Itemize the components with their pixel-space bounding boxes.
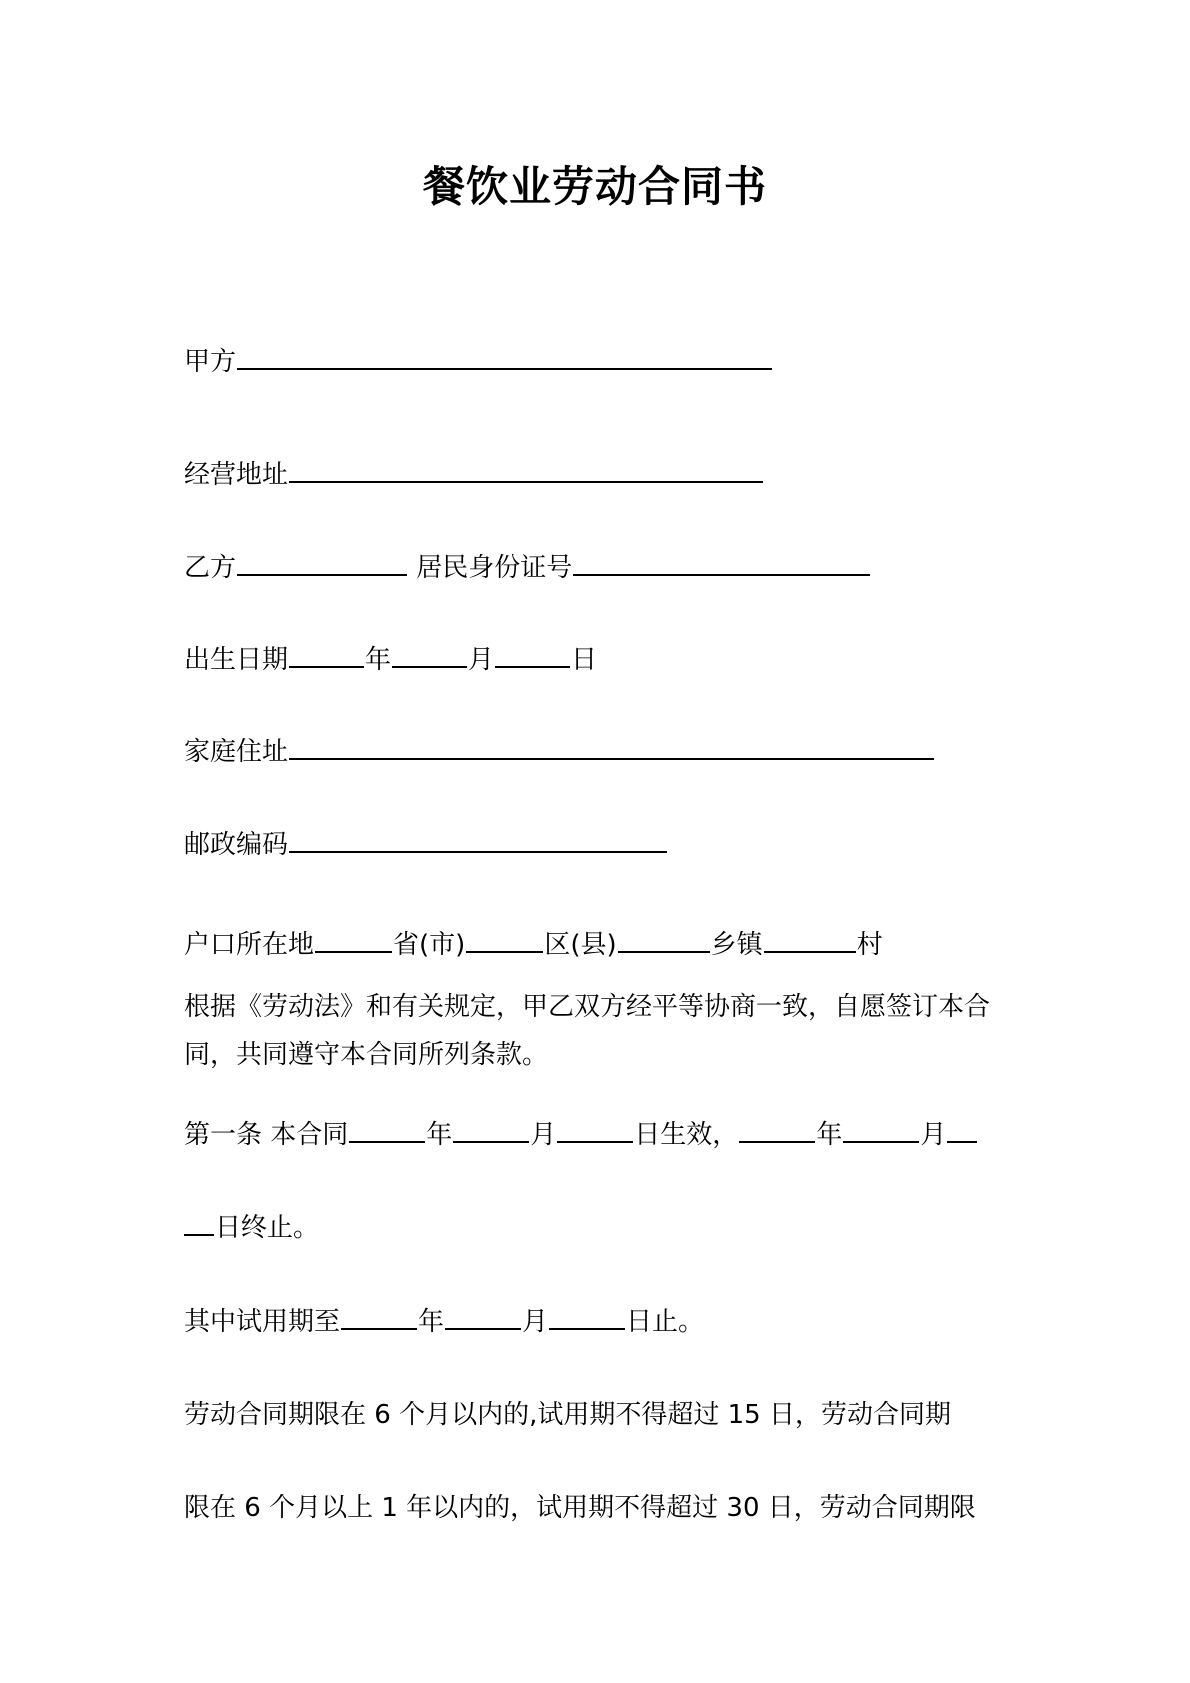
probation-rule-line-2: 限在 6 个月以上 1 年以内的，试用期不得超过 30 日，劳动合同期限 [184,1493,976,1523]
district-blank[interactable] [466,926,543,953]
probation-year-blank[interactable] [341,1303,417,1330]
party-a-line [184,343,773,379]
end-day-blank-part-2[interactable] [184,1209,214,1236]
article-one-continuation [184,1209,319,1245]
postal-code-blank[interactable] [289,826,667,853]
household-registration-line [184,926,883,962]
day-unit: 日 [571,645,598,675]
home-address-label: 家庭住址 [184,737,289,767]
document-title: 餐饮业劳动合同书 [422,162,767,211]
id-number-label: 居民身份证号 [416,553,573,583]
party-a-label: 甲方 [184,347,237,377]
household-label: 户口所在地 [184,930,315,960]
year-unit: 年 [365,645,392,675]
birth-year-blank[interactable] [289,641,364,668]
home-address-line [184,733,935,769]
start-month-unit: 月 [530,1120,557,1150]
party-b-blank[interactable] [237,549,407,576]
month-unit: 月 [468,645,495,675]
birth-date-line [184,641,597,677]
probation-month-unit: 月 [522,1307,549,1337]
district-unit: 区(县) [544,930,617,960]
start-month-blank[interactable] [453,1116,529,1143]
start-year-blank[interactable] [349,1116,425,1143]
birth-date-label: 出生日期 [184,645,289,675]
probation-line [184,1303,704,1339]
birth-month-blank[interactable] [392,641,467,668]
birth-day-blank[interactable] [495,641,570,668]
township-unit: 乡镇 [710,930,763,960]
business-address-label: 经营地址 [184,460,289,490]
party-b-label: 乙方 [184,553,237,583]
postal-code-label: 邮政编码 [184,830,289,860]
id-number-blank[interactable] [573,549,870,576]
intro-paragraph: 根据《劳动法》和有关规定，甲乙双方经平等协商一致，自愿签订本合同，共同遵守本合同所列条款。 [184,992,991,1070]
township-blank[interactable] [618,926,710,953]
village-blank[interactable] [764,926,856,953]
party-a-blank[interactable] [237,343,772,370]
business-address-blank[interactable] [289,456,763,483]
end-month-unit: 月 [920,1120,947,1150]
probation-suffix: 日止。 [626,1307,705,1337]
end-year-blank[interactable] [739,1116,815,1143]
effective-suffix: 日生效， [634,1120,739,1150]
home-address-blank[interactable] [289,733,934,760]
probation-rule-line-1: 劳动合同期限在 6 个月以内的,试用期不得超过 15 日，劳动合同期 [184,1400,951,1430]
province-blank[interactable] [315,926,392,953]
start-year-unit: 年 [426,1120,453,1150]
probation-month-blank[interactable] [445,1303,521,1330]
probation-day-blank[interactable] [549,1303,625,1330]
end-year-unit: 年 [816,1120,843,1150]
article-one-line [184,1116,978,1152]
business-address-line [184,456,764,492]
probation-year-unit: 年 [418,1307,445,1337]
start-day-blank[interactable] [557,1116,633,1143]
end-month-blank[interactable] [843,1116,919,1143]
termination-suffix: 日终止。 [215,1213,320,1243]
village-unit: 村 [856,930,883,960]
end-day-blank-part-1[interactable] [947,1116,977,1143]
province-unit: 省(市) [393,930,466,960]
postal-code-line [184,826,668,862]
article-one-label: 第一条 本合同 [184,1120,349,1150]
probation-label: 其中试用期至 [184,1307,341,1337]
party-b-line [184,549,871,585]
